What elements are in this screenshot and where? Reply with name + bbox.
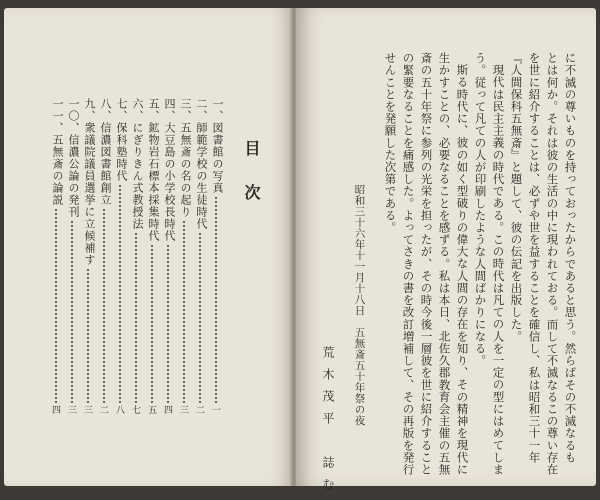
toc-entry-page: 三	[178, 405, 188, 414]
toc-entry-title: 六、にぎりきん式教授法	[131, 98, 144, 230]
toc-entry-page: 三	[66, 405, 76, 414]
toc-heading: 目次	[242, 140, 261, 228]
preface-date: 昭和三十六年十一月十八日 五無斎五十年祭の夜	[353, 184, 366, 426]
toc-entry-title: 五、鉱物岩石標本採集時代	[147, 98, 160, 242]
toc-entry	[65, 98, 79, 414]
toc-entry-page: 四	[50, 405, 60, 414]
toc-entry-page: 四	[162, 405, 172, 414]
preface-author: 荒木茂平 誌む	[321, 346, 335, 500]
toc-entry	[49, 98, 63, 414]
toc-entry	[161, 98, 175, 414]
toc-entry-title: 一一、五無斎の論説	[51, 98, 64, 206]
toc-entry	[97, 98, 111, 414]
toc-entry-title: 七、保科塾時代	[115, 98, 128, 182]
preface-line: 現代は民主主義の時代である。この時代は凡ての人を一定の型にはめてしま	[491, 64, 506, 476]
toc-entry	[209, 98, 223, 414]
toc-entry-page: 五	[146, 405, 156, 414]
preface-line: う。従って凡ての人が印刷したような人間ばかりになる。	[473, 52, 488, 367]
preface-page	[296, 8, 596, 500]
toc-entry	[113, 98, 127, 414]
toc-entry-title: 一〇、信濃公論の発刊	[67, 98, 80, 218]
toc-entry-page: 八	[114, 405, 124, 414]
toc-entry-page: 二	[98, 405, 108, 414]
book-spread	[4, 8, 596, 500]
preface-line: の緊要なることを痛感した。よってさきの書を改訂増補して、その再版を発行	[401, 52, 416, 476]
preface-line: を世に紹介することは、必ずや世を益することを確信し、私は昭和三十一年	[527, 52, 542, 464]
toc-entry-page: 二	[194, 405, 204, 414]
preface-line: せんことを発願した次第である。	[383, 52, 398, 234]
preface-line: 斎の五十年祭に参列の光栄を担ったが、その時今後一層彼を世に紹介すること	[419, 52, 434, 476]
preface-line: 『人間保科五無斎』と題して、彼の伝記を出版した。	[509, 52, 524, 343]
preface-line: とは何か。それは彼の生活の中に現われておる。而して不滅なるこの尊い存在	[545, 52, 560, 476]
toc-entry-title: 八、信濃図書館創立	[99, 98, 112, 206]
preface-line: に不滅の尊いものを持っておったからであると思う。然らばその不滅なるも	[563, 52, 578, 464]
preface-line: 斯る時代に、彼の如く型破りの偉大な人間の存在を知り、その精神を現代に	[455, 64, 470, 476]
toc-entry	[81, 98, 95, 414]
toc-entry-page: 七	[130, 405, 140, 414]
toc-entry-title: 九、衆議院議員選挙に立候補す	[83, 98, 96, 266]
preface-line: 生かすことの、必要なることを感ずる。私は本日、北佐久郡教育会主催の五無	[437, 52, 452, 476]
toc-entry-title: 一、図書館の写真	[211, 98, 224, 194]
toc-entry	[177, 98, 191, 414]
toc-entry-page: 三	[82, 405, 92, 414]
toc-entry-title: 四、大豆島の小学校長時代	[163, 98, 176, 242]
toc-page	[4, 8, 292, 486]
toc-entry-page: 一	[210, 405, 220, 414]
toc-entry-title: 三、五無斎の名の起り	[179, 98, 192, 218]
toc-entry	[145, 98, 159, 414]
toc-entry-title: 二、師範学校の生徒時代	[195, 98, 208, 230]
toc-entry	[129, 98, 143, 414]
toc-entry	[193, 98, 207, 414]
